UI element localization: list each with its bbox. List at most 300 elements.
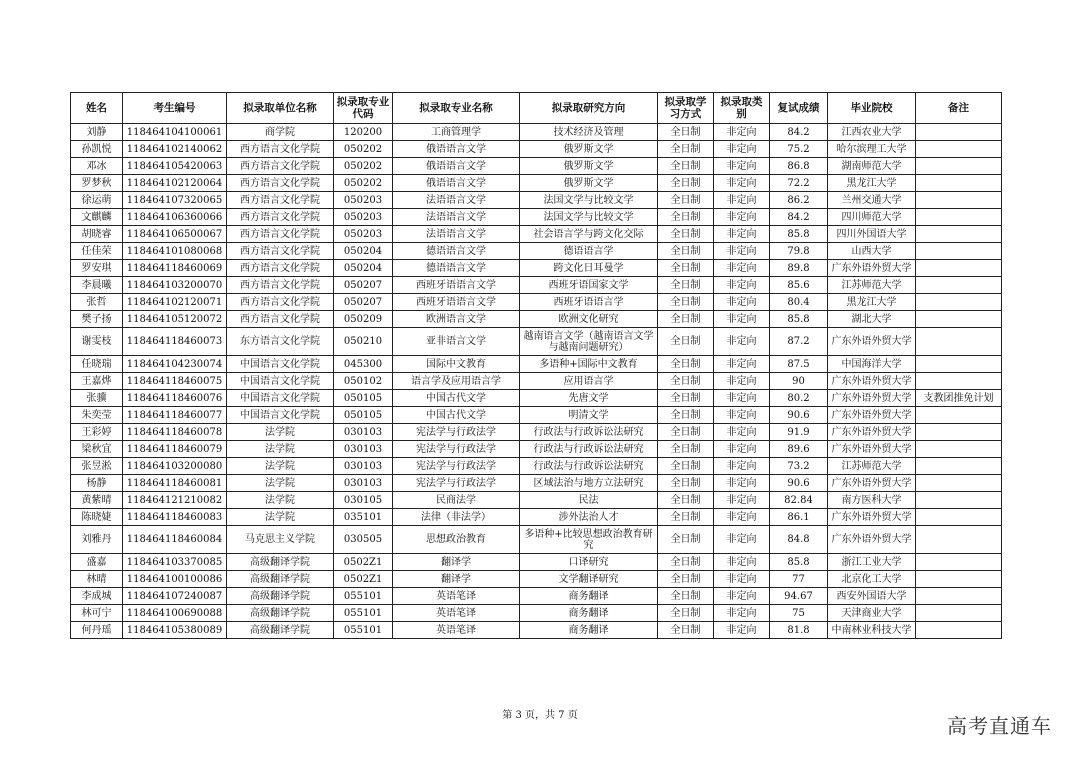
table-row (71, 492, 1002, 509)
cell-exam-id: 118464107240087 (123, 588, 227, 605)
cell-name: 徐运萌 (71, 192, 123, 209)
cell-remarks (916, 571, 1002, 588)
cell-remarks (916, 311, 1002, 328)
cell-graduate-school: 西安外国语大学 (828, 588, 916, 605)
cell-name: 朱奕莹 (71, 407, 123, 424)
cell-research-direction: 民法 (520, 492, 658, 509)
cell-major-code: 0502Z1 (334, 554, 393, 571)
cell-exam-id: 118464102140062 (123, 141, 227, 158)
cell-major-name: 宪法学与行政法学 (393, 458, 520, 475)
cell-study-mode: 全日制 (658, 554, 714, 571)
cell-name: 梁秋宜 (71, 441, 123, 458)
table-row (71, 277, 1002, 294)
cell-graduate-school: 中国海洋大学 (828, 356, 916, 373)
cell-study-mode: 全日制 (658, 571, 714, 588)
header-name: 姓名 (71, 93, 123, 124)
cell-major-code: 050202 (334, 141, 393, 158)
cell-retest-score: 90.6 (770, 475, 828, 492)
cell-category: 非定向 (714, 294, 770, 311)
cell-study-mode: 全日制 (658, 192, 714, 209)
cell-name: 张哲 (71, 294, 123, 311)
cell-major-name: 宪法学与行政法学 (393, 424, 520, 441)
cell-retest-score: 73.2 (770, 458, 828, 475)
cell-study-mode: 全日制 (658, 424, 714, 441)
cell-remarks (916, 175, 1002, 192)
cell-category: 非定向 (714, 209, 770, 226)
cell-major-code: 030103 (334, 441, 393, 458)
cell-major-name: 翻译学 (393, 554, 520, 571)
cell-study-mode: 全日制 (658, 141, 714, 158)
cell-retest-score: 90 (770, 373, 828, 390)
cell-major-name: 法语语言文学 (393, 226, 520, 243)
cell-unit: 法学院 (227, 424, 334, 441)
cell-research-direction: 俄罗斯文学 (520, 175, 658, 192)
header-major-code: 拟录取专业代码 (334, 93, 393, 124)
cell-exam-id: 118464105120072 (123, 311, 227, 328)
table-row (71, 124, 1002, 141)
cell-major-code: 050202 (334, 175, 393, 192)
cell-retest-score: 94.67 (770, 588, 828, 605)
cell-remarks (916, 373, 1002, 390)
cell-remarks (916, 294, 1002, 311)
cell-major-code: 050204 (334, 243, 393, 260)
cell-graduate-school: 江苏师范大学 (828, 277, 916, 294)
cell-retest-score: 85.8 (770, 554, 828, 571)
cell-name: 张昱淞 (71, 458, 123, 475)
cell-study-mode: 全日制 (658, 373, 714, 390)
cell-exam-id: 118464102120071 (123, 294, 227, 311)
cell-study-mode: 全日制 (658, 209, 714, 226)
cell-exam-id: 118464118460084 (123, 526, 227, 554)
table-header-row (71, 93, 1002, 124)
header-unit: 拟录取单位名称 (227, 93, 334, 124)
cell-major-name: 中国古代文学 (393, 390, 520, 407)
cell-name: 谢雯枝 (71, 328, 123, 356)
cell-unit: 西方语言文化学院 (227, 141, 334, 158)
cell-major-name: 中国古代文学 (393, 407, 520, 424)
cell-research-direction: 法国文学与比较文学 (520, 192, 658, 209)
cell-name: 樊子扬 (71, 311, 123, 328)
cell-exam-id: 118464107320065 (123, 192, 227, 209)
cell-exam-id: 118464121210082 (123, 492, 227, 509)
cell-major-code: 050203 (334, 192, 393, 209)
table-row (71, 311, 1002, 328)
cell-exam-id: 118464106500067 (123, 226, 227, 243)
cell-category: 非定向 (714, 175, 770, 192)
cell-unit: 西方语言文化学院 (227, 226, 334, 243)
cell-category: 非定向 (714, 328, 770, 356)
cell-graduate-school: 广东外语外贸大学 (828, 509, 916, 526)
cell-graduate-school: 广东外语外贸大学 (828, 373, 916, 390)
cell-major-code: 055101 (334, 622, 393, 639)
cell-name: 王彩婷 (71, 424, 123, 441)
cell-research-direction: 多语种+国际中文教育 (520, 356, 658, 373)
cell-major-code: 050105 (334, 390, 393, 407)
cell-unit: 高级翻译学院 (227, 571, 334, 588)
cell-exam-id: 118464103370085 (123, 554, 227, 571)
table-row (71, 441, 1002, 458)
cell-major-code: 050209 (334, 311, 393, 328)
cell-remarks (916, 124, 1002, 141)
cell-remarks (916, 277, 1002, 294)
cell-unit: 西方语言文化学院 (227, 260, 334, 277)
cell-major-name: 西班牙语语言文学 (393, 294, 520, 311)
cell-major-code: 050105 (334, 407, 393, 424)
cell-remarks (916, 226, 1002, 243)
cell-retest-score: 89.8 (770, 260, 828, 277)
cell-graduate-school: 中南林业科技大学 (828, 622, 916, 639)
cell-major-name: 俄语语言文学 (393, 175, 520, 192)
cell-unit: 高级翻译学院 (227, 588, 334, 605)
cell-study-mode: 全日制 (658, 526, 714, 554)
cell-graduate-school: 广东外语外贸大学 (828, 424, 916, 441)
watermark-logo-text: 高考直通车 (947, 714, 1052, 738)
cell-exam-id: 118464100100086 (123, 571, 227, 588)
cell-major-name: 德语语言文学 (393, 260, 520, 277)
cell-graduate-school: 湖南师范大学 (828, 158, 916, 175)
cell-unit: 西方语言文化学院 (227, 243, 334, 260)
header-exam-id: 考生编号 (123, 93, 227, 124)
cell-name: 罗梦秋 (71, 175, 123, 192)
cell-retest-score: 87.2 (770, 328, 828, 356)
cell-category: 非定向 (714, 243, 770, 260)
cell-retest-score: 91.9 (770, 424, 828, 441)
cell-name: 杨静 (71, 475, 123, 492)
cell-name: 李成城 (71, 588, 123, 605)
cell-study-mode: 全日制 (658, 356, 714, 373)
cell-major-name: 国际中文教育 (393, 356, 520, 373)
cell-graduate-school: 兰州交通大学 (828, 192, 916, 209)
cell-name: 林晴 (71, 571, 123, 588)
cell-remarks (916, 328, 1002, 356)
cell-unit: 高级翻译学院 (227, 605, 334, 622)
cell-research-direction: 商务翻译 (520, 622, 658, 639)
table-row (71, 588, 1002, 605)
cell-major-name: 工商管理学 (393, 124, 520, 141)
cell-name: 王嘉烨 (71, 373, 123, 390)
cell-research-direction: 应用语言学 (520, 373, 658, 390)
cell-remarks (916, 441, 1002, 458)
cell-remarks (916, 458, 1002, 475)
cell-unit: 西方语言文化学院 (227, 158, 334, 175)
cell-unit: 中国语言文化学院 (227, 356, 334, 373)
cell-study-mode: 全日制 (658, 475, 714, 492)
cell-graduate-school: 四川外国语大学 (828, 226, 916, 243)
cell-research-direction: 技术经济及管理 (520, 124, 658, 141)
cell-research-direction: 区域法治与地方立法研究 (520, 475, 658, 492)
cell-name: 盛嘉 (71, 554, 123, 571)
cell-remarks: 支教团推免计划 (916, 390, 1002, 407)
cell-name: 任佳荣 (71, 243, 123, 260)
cell-exam-id: 118464118460069 (123, 260, 227, 277)
cell-major-code: 0502Z1 (334, 571, 393, 588)
cell-graduate-school: 江西农业大学 (828, 124, 916, 141)
cell-graduate-school: 天津商业大学 (828, 605, 916, 622)
cell-study-mode: 全日制 (658, 588, 714, 605)
cell-retest-score: 75.2 (770, 141, 828, 158)
cell-study-mode: 全日制 (658, 175, 714, 192)
cell-retest-score: 75 (770, 605, 828, 622)
cell-remarks (916, 509, 1002, 526)
cell-exam-id: 118464104230074 (123, 356, 227, 373)
cell-major-code: 050204 (334, 260, 393, 277)
cell-study-mode: 全日制 (658, 605, 714, 622)
cell-name: 孙凯悦 (71, 141, 123, 158)
table-row (71, 356, 1002, 373)
cell-retest-score: 81.8 (770, 622, 828, 639)
table-row (71, 622, 1002, 639)
cell-research-direction: 法国文学与比较文学 (520, 209, 658, 226)
table-row (71, 424, 1002, 441)
cell-research-direction: 德语语言学 (520, 243, 658, 260)
cell-category: 非定向 (714, 260, 770, 277)
cell-research-direction: 俄罗斯文学 (520, 158, 658, 175)
cell-study-mode: 全日制 (658, 226, 714, 243)
cell-remarks (916, 407, 1002, 424)
cell-category: 非定向 (714, 424, 770, 441)
cell-graduate-school: 山西大学 (828, 243, 916, 260)
cell-name: 罗安琪 (71, 260, 123, 277)
cell-unit: 商学院 (227, 124, 334, 141)
cell-unit: 高级翻译学院 (227, 622, 334, 639)
cell-exam-id: 118464101080068 (123, 243, 227, 260)
cell-category: 非定向 (714, 492, 770, 509)
cell-graduate-school: 广东外语外贸大学 (828, 475, 916, 492)
header-retest-score: 复试成绩 (770, 93, 828, 124)
cell-study-mode: 全日制 (658, 277, 714, 294)
table-row (71, 475, 1002, 492)
cell-unit: 西方语言文化学院 (227, 209, 334, 226)
cell-exam-id: 118464118460078 (123, 424, 227, 441)
cell-research-direction: 多语种+比较思想政治教育研究 (520, 526, 658, 554)
cell-graduate-school: 广东外语外贸大学 (828, 390, 916, 407)
cell-major-name: 俄语语言文学 (393, 158, 520, 175)
cell-name: 刘雅丹 (71, 526, 123, 554)
cell-exam-id: 118464104100061 (123, 124, 227, 141)
cell-category: 非定向 (714, 226, 770, 243)
table-row (71, 260, 1002, 277)
cell-remarks (916, 356, 1002, 373)
cell-category: 非定向 (714, 441, 770, 458)
cell-category: 非定向 (714, 356, 770, 373)
cell-study-mode: 全日制 (658, 328, 714, 356)
cell-research-direction: 明清文学 (520, 407, 658, 424)
cell-category: 非定向 (714, 475, 770, 492)
cell-category: 非定向 (714, 588, 770, 605)
cell-major-name: 英语笔译 (393, 605, 520, 622)
cell-category: 非定向 (714, 458, 770, 475)
cell-research-direction: 社会语言学与跨文化交际 (520, 226, 658, 243)
cell-graduate-school: 北京化工大学 (828, 571, 916, 588)
cell-study-mode: 全日制 (658, 158, 714, 175)
cell-remarks (916, 141, 1002, 158)
cell-retest-score: 86.1 (770, 509, 828, 526)
cell-major-name: 语言学及应用语言学 (393, 373, 520, 390)
cell-research-direction: 行政法与行政诉讼法研究 (520, 458, 658, 475)
cell-graduate-school: 广东外语外贸大学 (828, 260, 916, 277)
cell-major-name: 西班牙语语言文学 (393, 277, 520, 294)
cell-name: 张骥 (71, 390, 123, 407)
cell-research-direction: 行政法与行政诉讼法研究 (520, 441, 658, 458)
header-category: 拟录取类别 (714, 93, 770, 124)
table-row (71, 605, 1002, 622)
cell-unit: 法学院 (227, 441, 334, 458)
cell-exam-id: 118464118460081 (123, 475, 227, 492)
cell-major-name: 欧洲语言文学 (393, 311, 520, 328)
cell-category: 非定向 (714, 141, 770, 158)
cell-category: 非定向 (714, 192, 770, 209)
cell-exam-id: 118464103200080 (123, 458, 227, 475)
cell-major-name: 俄语语言文学 (393, 141, 520, 158)
cell-unit: 中国语言文化学院 (227, 373, 334, 390)
cell-retest-score: 87.5 (770, 356, 828, 373)
header-major-name: 拟录取专业名称 (393, 93, 520, 124)
cell-retest-score: 84.8 (770, 526, 828, 554)
cell-major-name: 亚非语言文学 (393, 328, 520, 356)
cell-research-direction: 涉外法治人才 (520, 509, 658, 526)
cell-category: 非定向 (714, 509, 770, 526)
cell-major-name: 宪法学与行政法学 (393, 441, 520, 458)
table-row (71, 526, 1002, 554)
cell-category: 非定向 (714, 124, 770, 141)
cell-major-code: 055101 (334, 605, 393, 622)
cell-unit: 西方语言文化学院 (227, 192, 334, 209)
cell-category: 非定向 (714, 158, 770, 175)
cell-major-code: 055101 (334, 588, 393, 605)
cell-retest-score: 89.6 (770, 441, 828, 458)
cell-research-direction: 文学翻译研究 (520, 571, 658, 588)
admission-table (70, 92, 1002, 639)
cell-name: 李晨曦 (71, 277, 123, 294)
table-row (71, 390, 1002, 407)
cell-major-code: 045300 (334, 356, 393, 373)
cell-category: 非定向 (714, 554, 770, 571)
cell-name: 刘静 (71, 124, 123, 141)
cell-major-name: 法语语言文学 (393, 192, 520, 209)
cell-graduate-school: 南方医科大学 (828, 492, 916, 509)
cell-remarks (916, 492, 1002, 509)
cell-graduate-school: 江苏师范大学 (828, 458, 916, 475)
cell-graduate-school: 黑龙江大学 (828, 175, 916, 192)
cell-research-direction: 商务翻译 (520, 605, 658, 622)
cell-remarks (916, 526, 1002, 554)
cell-exam-id: 118464100690088 (123, 605, 227, 622)
table-row (71, 373, 1002, 390)
table-row (71, 175, 1002, 192)
header-graduate-school: 毕业院校 (828, 93, 916, 124)
table-row (71, 554, 1002, 571)
cell-exam-id: 118464118460076 (123, 390, 227, 407)
cell-remarks (916, 192, 1002, 209)
cell-remarks (916, 158, 1002, 175)
table-row (71, 571, 1002, 588)
cell-unit: 西方语言文化学院 (227, 294, 334, 311)
cell-retest-score: 86.2 (770, 192, 828, 209)
cell-remarks (916, 475, 1002, 492)
cell-major-code: 050207 (334, 277, 393, 294)
cell-major-code: 120200 (334, 124, 393, 141)
cell-unit: 法学院 (227, 475, 334, 492)
cell-graduate-school: 湖北大学 (828, 311, 916, 328)
cell-major-code: 050203 (334, 226, 393, 243)
cell-category: 非定向 (714, 605, 770, 622)
cell-unit: 东方语言文化学院 (227, 328, 334, 356)
cell-remarks (916, 260, 1002, 277)
cell-major-name: 英语笔译 (393, 622, 520, 639)
cell-research-direction: 口译研究 (520, 554, 658, 571)
cell-major-code: 050102 (334, 373, 393, 390)
cell-research-direction: 行政法与行政诉讼法研究 (520, 424, 658, 441)
cell-research-direction: 越南语言文学（越南语言文学与越南问题研究） (520, 328, 658, 356)
cell-major-code: 050202 (334, 158, 393, 175)
cell-major-code: 050203 (334, 209, 393, 226)
cell-category: 非定向 (714, 390, 770, 407)
cell-retest-score: 90.6 (770, 407, 828, 424)
cell-graduate-school: 哈尔滨理工大学 (828, 141, 916, 158)
cell-study-mode: 全日制 (658, 311, 714, 328)
cell-retest-score: 72.2 (770, 175, 828, 192)
cell-category: 非定向 (714, 571, 770, 588)
cell-study-mode: 全日制 (658, 124, 714, 141)
cell-retest-score: 85.6 (770, 277, 828, 294)
cell-major-code: 030103 (334, 424, 393, 441)
cell-retest-score: 80.4 (770, 294, 828, 311)
cell-exam-id: 118464118460073 (123, 328, 227, 356)
cell-unit: 法学院 (227, 458, 334, 475)
cell-major-name: 民商法学 (393, 492, 520, 509)
cell-study-mode: 全日制 (658, 622, 714, 639)
cell-name: 邓冰 (71, 158, 123, 175)
cell-remarks (916, 243, 1002, 260)
cell-study-mode: 全日制 (658, 458, 714, 475)
cell-retest-score: 86.8 (770, 158, 828, 175)
cell-major-name: 思想政治教育 (393, 526, 520, 554)
cell-name: 陈晓婕 (71, 509, 123, 526)
cell-research-direction: 俄罗斯文学 (520, 141, 658, 158)
cell-name: 文麒麟 (71, 209, 123, 226)
cell-remarks (916, 622, 1002, 639)
cell-unit: 西方语言文化学院 (227, 277, 334, 294)
header-research-direction: 拟录取研究方向 (520, 93, 658, 124)
cell-graduate-school: 四川师范大学 (828, 209, 916, 226)
cell-category: 非定向 (714, 373, 770, 390)
cell-exam-id: 118464118460077 (123, 407, 227, 424)
cell-exam-id: 118464118460079 (123, 441, 227, 458)
cell-unit: 西方语言文化学院 (227, 311, 334, 328)
cell-exam-id: 118464106360066 (123, 209, 227, 226)
cell-study-mode: 全日制 (658, 509, 714, 526)
table-row (71, 141, 1002, 158)
cell-unit: 西方语言文化学院 (227, 175, 334, 192)
cell-major-code: 030103 (334, 458, 393, 475)
cell-study-mode: 全日制 (658, 441, 714, 458)
cell-exam-id: 118464103200070 (123, 277, 227, 294)
cell-retest-score: 85.8 (770, 311, 828, 328)
cell-study-mode: 全日制 (658, 294, 714, 311)
header-study-mode: 拟录取学习方式 (658, 93, 714, 124)
cell-name: 林可宁 (71, 605, 123, 622)
cell-graduate-school: 广东外语外贸大学 (828, 441, 916, 458)
cell-remarks (916, 424, 1002, 441)
cell-name: 黄紫晴 (71, 492, 123, 509)
cell-research-direction: 欧洲文化研究 (520, 311, 658, 328)
cell-exam-id: 118464105420063 (123, 158, 227, 175)
cell-category: 非定向 (714, 622, 770, 639)
cell-remarks (916, 554, 1002, 571)
cell-graduate-school: 广东外语外贸大学 (828, 526, 916, 554)
cell-remarks (916, 209, 1002, 226)
table-row (71, 509, 1002, 526)
